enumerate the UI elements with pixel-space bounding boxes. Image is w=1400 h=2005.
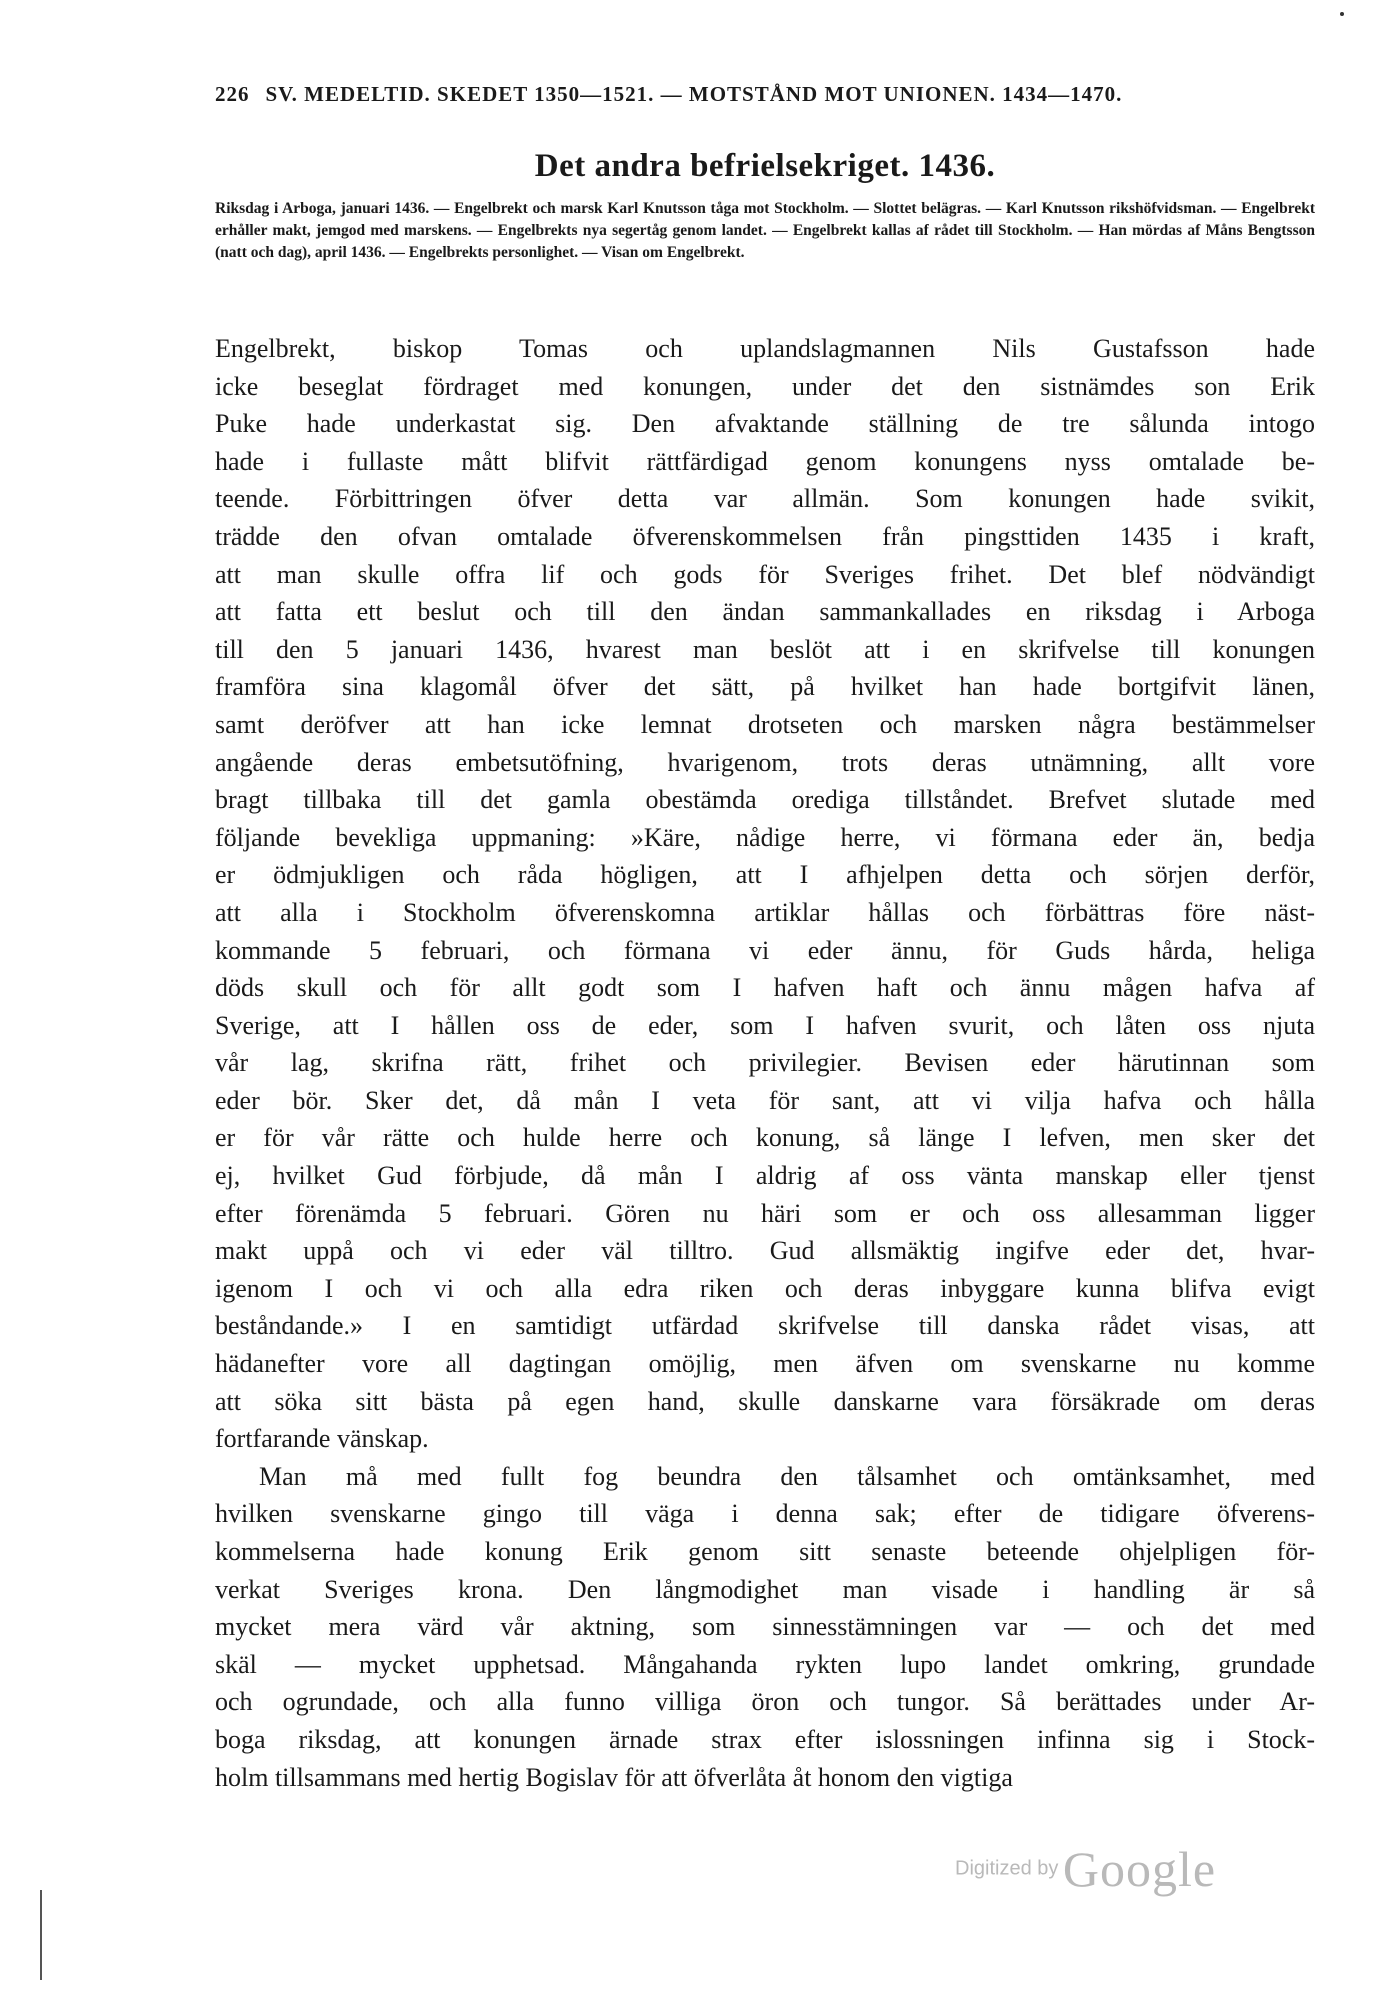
text-line: angående deras embetsutöfning, hvarigenom, trots deras utnämning, allt vore <box>215 747 1315 777</box>
digitized-by-label: Digitized by <box>955 1857 1059 1880</box>
text-line: Sverige, att I hållen oss de eder, som I hafven svurit, och låten oss njuta <box>215 1010 1315 1040</box>
text-line: framföra sina klagomål öfver det sätt, på hvilket han hade bortgifvit länen, <box>215 672 1315 702</box>
text-line: hvilken svenskarne gingo till väga i denna sak; efter de tidigare öfverens- <box>215 1499 1315 1529</box>
text-line: kommande 5 februari, och förmana vi eder ännu, för Guds hårda, heliga <box>215 935 1315 965</box>
text-line: er för vår rätte och hulde herre och konung, så länge I lefven, men sker det <box>215 1123 1315 1153</box>
margin-line <box>40 1890 42 1980</box>
text-line: mycket mera värd vår aktning, som sinnesstämningen var — och det med <box>215 1612 1315 1642</box>
text-line: att alla i Stockholm öfverenskomna artiklar hållas och förbättras före näst- <box>215 897 1315 927</box>
running-head-text: SV. MEDELTID. SKEDET 1350—1521. — MOTSTÅND MOT UNIONEN. 1434—1470. <box>265 82 1123 106</box>
digitized-watermark <box>955 1840 1216 1898</box>
text-line: igenom I och vi och alla edra riken och deras inbyggare kunna blifva evigt <box>215 1273 1315 1303</box>
google-logo: Google <box>1062 1841 1217 1897</box>
text-line: Engelbrekt, biskop Tomas och uplandslagmannen Nils Gustafsson hade <box>215 334 1315 363</box>
paragraph <box>215 1458 1315 1796</box>
text-line: efter förenämda 5 februari. Gören nu häri som er och oss allesamman ligger <box>215 1198 1315 1228</box>
text-line: ej, hvilket Gud förbjude, då mån I aldrig af oss vänta manskap eller tjenst <box>215 1161 1315 1191</box>
text-line: kommelserna hade konung Erik genom sitt senaste beteende ohjelpligen för- <box>215 1537 1315 1566</box>
text-line: döds skull och för allt godt som I hafven haft och ännu mågen hafva af <box>215 973 1315 1003</box>
running-head <box>215 82 1315 107</box>
text-line: trädde den ofvan omtalade öfverenskommelsen från pingsttiden 1435 i kraft, <box>215 521 1315 551</box>
text-line: teende. Förbittringen öfver detta var allmän. Som konungen hade svikit, <box>215 484 1315 514</box>
text-line: eder bör. Sker det, då mån I veta för sant, att vi vilja hafva och hålla <box>215 1085 1315 1115</box>
text-line: fortfarande vänskap. <box>215 1424 429 1454</box>
text-line: verkat Sveriges krona. Den långmodighet man visade i handling är så <box>215 1574 1315 1604</box>
text-line: att man skulle offra lif och gods för Sveriges frihet. Det blef nödvändigt <box>215 559 1315 589</box>
text-line: beståndande.» I en samtidigt utfärdad skrifvelse till danska rådet visas, att <box>215 1311 1315 1341</box>
text-line: boga riksdag, att konungen ärnade strax efter islossningen infinna sig i Stock- <box>215 1724 1315 1754</box>
text-line: bragt tillbaka till det gamla obestämda orediga tillståndet. Brefvet slutade med <box>215 785 1315 815</box>
text-line: hädanefter vore all dagtingan omöjlig, men äfven om svenskarne nu komme <box>215 1349 1315 1379</box>
text-line: vår lag, skrifna rätt, frihet och privilegier. Bevisen eder härutinnan som <box>215 1048 1315 1078</box>
text-line: till den 5 januari 1436, hvarest man beslöt att i en skrifvelse till konungen <box>215 634 1315 664</box>
text-line: Man må med fullt fog beundra den tålsamhet och omtänksamhet, med <box>259 1461 1315 1491</box>
chapter-title: Det andra befrielsekriget. 1436. <box>534 148 996 184</box>
body-text <box>215 330 1315 1796</box>
text-line: er ödmjukligen och råda högligen, att I afhjelpen detta och sörjen derför, <box>215 860 1315 890</box>
text-line: hade i fullaste mått blifvit rättfärdigad genom konungens nyss omtalade be- <box>215 446 1315 476</box>
chapter-summary: Riksdag i Arboga, januari 1436. — Engelbrekt och marsk Karl Knutsson tåga mot Stockholm. — Slottet belägras. — Karl Knutsson rikshöfvidsman. — Engelbrekt erhåller makt, jemgod med marskens. — Engelbrekts nya segertåg genom landet. — Engelbrekt kallas af rådet till Stockholm. — Han mördas af Måns Bengtsson (natt och dag), april 1436. — Engelbrekts personlighet. — Visan om Engelbrekt. <box>215 200 1315 261</box>
text-line: makt uppå och vi eder väl tilltro. Gud allsmäktig ingifve eder det, hvar- <box>215 1236 1315 1266</box>
text-line: att söka sitt bästa på egen hand, skulle danskarne vara försäkrade om deras <box>215 1386 1315 1416</box>
text-line: och ogrundade, och alla funno villiga öron och tungor. Så berättades under Ar- <box>215 1687 1315 1717</box>
text-line: Puke hade underkastat sig. Den afvaktande ställning de tre sålunda intogo <box>215 409 1315 439</box>
text-line: samt deröfver att han icke lemnat drotseten och marsken några bestämmelser <box>215 709 1315 739</box>
text-line: följande bevekliga uppmaning: »Käre, nådige herre, vi förmana eder än, bedja <box>215 822 1315 852</box>
text-line: skäl — mycket upphetsad. Mångahanda rykten lupo landet omkring, grundade <box>215 1649 1315 1679</box>
text-line: holm tillsammans med hertig Bogislav för att öfverlåta åt honom den vigtiga <box>215 1762 1013 1792</box>
page-number: 226 <box>215 82 250 106</box>
text-line: icke beseglat fördraget med konungen, under det den sistnämdes son Erik <box>215 371 1315 401</box>
text-line: att fatta ett beslut och till den ändan sammankallades en riksdag i Arboga <box>215 597 1315 627</box>
paragraph <box>215 330 1315 1458</box>
ink-speck <box>1340 12 1344 16</box>
